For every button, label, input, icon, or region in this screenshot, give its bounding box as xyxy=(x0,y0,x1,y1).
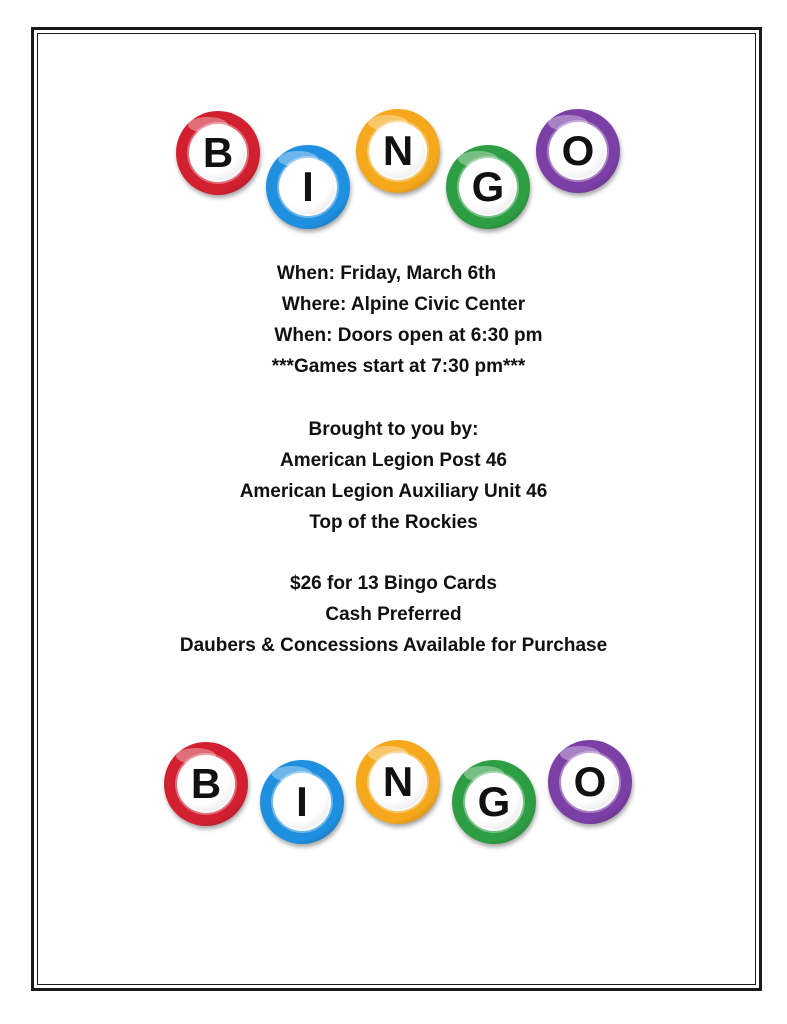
ball-letter: O xyxy=(573,758,607,805)
bingo-ball-g xyxy=(446,145,530,229)
bingo-balls-bottom xyxy=(0,736,787,846)
sponsor-name: American Legion Post 46 xyxy=(279,450,507,471)
ball-letter: G xyxy=(471,163,505,210)
ball-letter: I xyxy=(302,163,314,210)
sponsors-section xyxy=(0,414,787,538)
bingo-ball-o xyxy=(536,109,620,193)
payment-note: Cash Preferred xyxy=(325,604,462,625)
ball-ring xyxy=(189,124,247,182)
bingo-ball-g xyxy=(452,760,536,844)
ball-letter: B xyxy=(202,129,234,176)
bingo-ball-o xyxy=(548,740,632,824)
bingo-ball-i xyxy=(266,145,350,229)
bingo-balls-top xyxy=(0,105,787,215)
pricing-section xyxy=(0,568,787,661)
sponsors-heading: Brought to you by: xyxy=(308,419,479,440)
ball-ring xyxy=(273,773,331,831)
bingo-ball-i xyxy=(260,760,344,844)
ball-ring xyxy=(549,122,607,180)
extras-note: Daubers & Concessions Available for Purchase xyxy=(179,635,608,656)
bingo-ball-b xyxy=(164,742,248,826)
ball-ring xyxy=(369,753,427,811)
ball-ring xyxy=(369,122,427,180)
ball-letter: B xyxy=(190,760,222,807)
ball-letter: G xyxy=(477,778,511,825)
ball-ring xyxy=(279,158,337,216)
games-start-time: ***Games start at 7:30 pm*** xyxy=(271,356,526,377)
ball-ring xyxy=(465,773,523,831)
ball-letter: O xyxy=(561,127,595,174)
ball-ring xyxy=(459,158,517,216)
bingo-ball-n xyxy=(356,740,440,824)
bingo-ball-b xyxy=(176,111,260,195)
card-price: $26 for 13 Bingo Cards xyxy=(290,573,497,594)
sponsor-name: Top of the Rockies xyxy=(309,512,478,533)
bingo-ball-n xyxy=(356,109,440,193)
ball-ring xyxy=(561,753,619,811)
event-location: Where: Alpine Civic Center xyxy=(281,294,526,315)
doors-open-time: When: Doors open at 6:30 pm xyxy=(274,325,543,346)
ball-letter: N xyxy=(382,758,414,805)
ball-letter: I xyxy=(296,778,308,825)
event-details xyxy=(0,258,787,382)
ball-letter: N xyxy=(382,127,414,174)
sponsor-name: American Legion Auxiliary Unit 46 xyxy=(239,481,548,502)
event-date: When: Friday, March 6th xyxy=(276,263,497,284)
ball-ring xyxy=(177,755,235,813)
